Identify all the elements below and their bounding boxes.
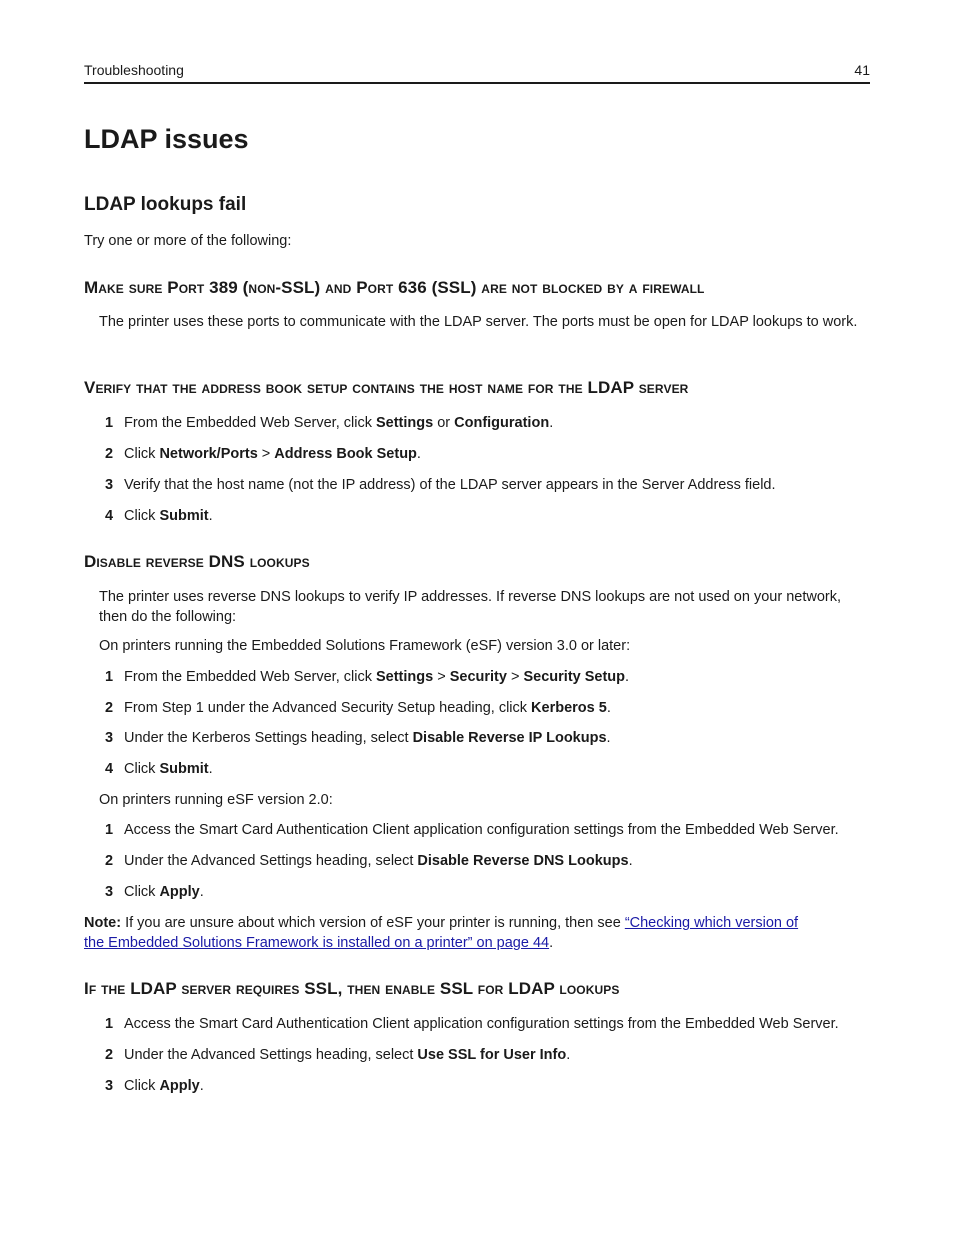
note-label: Note: bbox=[84, 915, 122, 931]
ui-term-apply: Apply bbox=[159, 884, 200, 900]
intro-text: Try one or more of the following: bbox=[84, 233, 292, 249]
section-subtitle: LDAP lookups fail bbox=[84, 194, 247, 215]
header-page-number: 41 bbox=[854, 62, 870, 78]
heading-address-book-text: Verify that the address book setup contains the host name for the LDAP server bbox=[84, 378, 689, 397]
step-number: 2 bbox=[105, 853, 114, 869]
step-number: 2 bbox=[105, 700, 114, 716]
heading-reverse-dns bbox=[84, 552, 310, 572]
esf3-intro: On printers running the Embedded Solutions Framework (eSF) version 3.0 or later: bbox=[99, 638, 631, 654]
step-text: . bbox=[199, 884, 204, 900]
step-text: . bbox=[606, 700, 611, 716]
heading-firewall-ports bbox=[84, 278, 704, 298]
step-text: . bbox=[208, 508, 213, 524]
esf3-step bbox=[105, 759, 875, 779]
step-text: . bbox=[416, 446, 421, 462]
step-text: Click bbox=[124, 1078, 160, 1094]
step-text: From Step 1 under the Advanced Security Setup heading, click bbox=[124, 700, 532, 716]
step-number: 3 bbox=[105, 477, 114, 493]
ui-term-submit: Submit bbox=[159, 761, 209, 777]
header-section-title: Troubleshooting bbox=[84, 62, 184, 78]
step-number: 2 bbox=[105, 1047, 114, 1063]
step-text: Verify that the host name (not the IP address) of the LDAP server appears in the Server Address field. bbox=[124, 477, 776, 493]
step-number: 3 bbox=[105, 884, 114, 900]
step-text: . bbox=[208, 761, 213, 777]
step-text: Under the Advanced Settings heading, select bbox=[124, 1047, 418, 1063]
ui-term-security-setup: Security Setup bbox=[523, 669, 626, 685]
esf-version-link[interactable]: “Checking which version of bbox=[624, 915, 799, 931]
note-paragraph bbox=[84, 913, 854, 953]
step-text: Click bbox=[124, 446, 160, 462]
step-number: 3 bbox=[105, 730, 114, 746]
ui-term-disable-reverse-ip: Disable Reverse IP Lookups bbox=[412, 730, 607, 746]
ui-term-security: Security bbox=[449, 669, 507, 685]
address-book-step bbox=[105, 413, 875, 433]
step-number: 4 bbox=[105, 761, 114, 777]
step-text: From the Embedded Web Server, click bbox=[124, 415, 376, 431]
heading-reverse-dns-text: Disable reverse DNS lookups bbox=[84, 552, 310, 571]
step-text: . bbox=[628, 853, 633, 869]
step-number: 3 bbox=[105, 1078, 114, 1094]
firewall-ports-body: The printer uses these ports to communicate with the LDAP server. The ports must be open for LDAP lookups to work. bbox=[99, 314, 858, 330]
heading-enable-ssl-text: If the LDAP server requires SSL, then enable SSL for LDAP lookups bbox=[84, 979, 620, 998]
step-text: From the Embedded Web Server, click bbox=[124, 669, 376, 685]
step-number: 1 bbox=[105, 1016, 114, 1032]
esf2-step bbox=[105, 851, 875, 871]
ui-term-address-book-setup: Address Book Setup bbox=[274, 446, 417, 462]
step-text: . bbox=[566, 1047, 571, 1063]
step-text: Under the Kerberos Settings heading, select bbox=[124, 730, 413, 746]
step-text: Access the Smart Card Authentication Client application configuration settings from the Embedded Web Server. bbox=[124, 1016, 839, 1032]
step-number: 4 bbox=[105, 508, 114, 524]
ui-term-apply: Apply bbox=[159, 1078, 200, 1094]
address-book-step bbox=[105, 506, 875, 526]
step-text: . bbox=[549, 415, 554, 431]
ui-term-settings: Settings bbox=[375, 669, 434, 685]
esf3-step bbox=[105, 728, 875, 748]
step-text: . bbox=[606, 730, 611, 746]
ui-term-network-ports: Network/Ports bbox=[159, 446, 258, 462]
note-text: If you are unsure about which version of eSF your printer is running, then see bbox=[121, 915, 625, 931]
ui-term-settings: Settings bbox=[375, 415, 434, 431]
note-end: . bbox=[549, 935, 554, 951]
ui-term-disable-reverse-dns: Disable Reverse DNS Lookups bbox=[417, 853, 629, 869]
page-title: LDAP issues bbox=[84, 124, 249, 154]
page-header bbox=[84, 60, 870, 84]
address-book-step bbox=[105, 444, 875, 464]
step-text: Click bbox=[124, 508, 160, 524]
reverse-dns-body: The printer uses reverse DNS lookups to verify IP addresses. If reverse DNS lookups are not used on your network, then do the following: bbox=[99, 589, 841, 625]
ui-term-configuration: Configuration bbox=[454, 415, 550, 431]
heading-enable-ssl bbox=[84, 979, 619, 999]
step-text: or bbox=[433, 415, 455, 431]
step-text: Click bbox=[124, 884, 160, 900]
step-number: 1 bbox=[105, 415, 114, 431]
ssl-step bbox=[105, 1076, 875, 1096]
step-text: > bbox=[506, 669, 524, 685]
heading-firewall-ports-text: Make sure Port 389 (non-SSL) and Port 636 (SSL) are not blocked by a firewall bbox=[84, 278, 705, 297]
esf2-step bbox=[105, 882, 875, 902]
ssl-step bbox=[105, 1045, 875, 1065]
step-text: Access the Smart Card Authentication Client application configuration settings from the Embedded Web Server. bbox=[124, 822, 839, 838]
step-text: . bbox=[625, 669, 630, 685]
step-number: 1 bbox=[105, 822, 114, 838]
esf3-step bbox=[105, 667, 875, 687]
step-text: > bbox=[257, 446, 275, 462]
step-text: . bbox=[199, 1078, 204, 1094]
ui-term-submit: Submit bbox=[159, 508, 209, 524]
ssl-step bbox=[105, 1014, 875, 1034]
address-book-step bbox=[105, 475, 875, 495]
step-text: Click bbox=[124, 761, 160, 777]
ui-term-use-ssl: Use SSL for User Info bbox=[417, 1047, 567, 1063]
esf3-step bbox=[105, 698, 875, 718]
esf2-step bbox=[105, 820, 875, 840]
step-number: 1 bbox=[105, 669, 114, 685]
step-text: > bbox=[433, 669, 450, 685]
ui-term-kerberos: Kerberos 5 bbox=[531, 700, 607, 716]
esf2-intro: On printers running eSF version 2.0: bbox=[99, 792, 333, 808]
heading-address-book bbox=[84, 378, 688, 398]
step-number: 2 bbox=[105, 446, 114, 462]
step-text: Under the Advanced Settings heading, select bbox=[124, 853, 418, 869]
esf-version-link-continued[interactable]: the Embedded Solutions Framework is installed on a printer” on page 44 bbox=[84, 935, 550, 951]
